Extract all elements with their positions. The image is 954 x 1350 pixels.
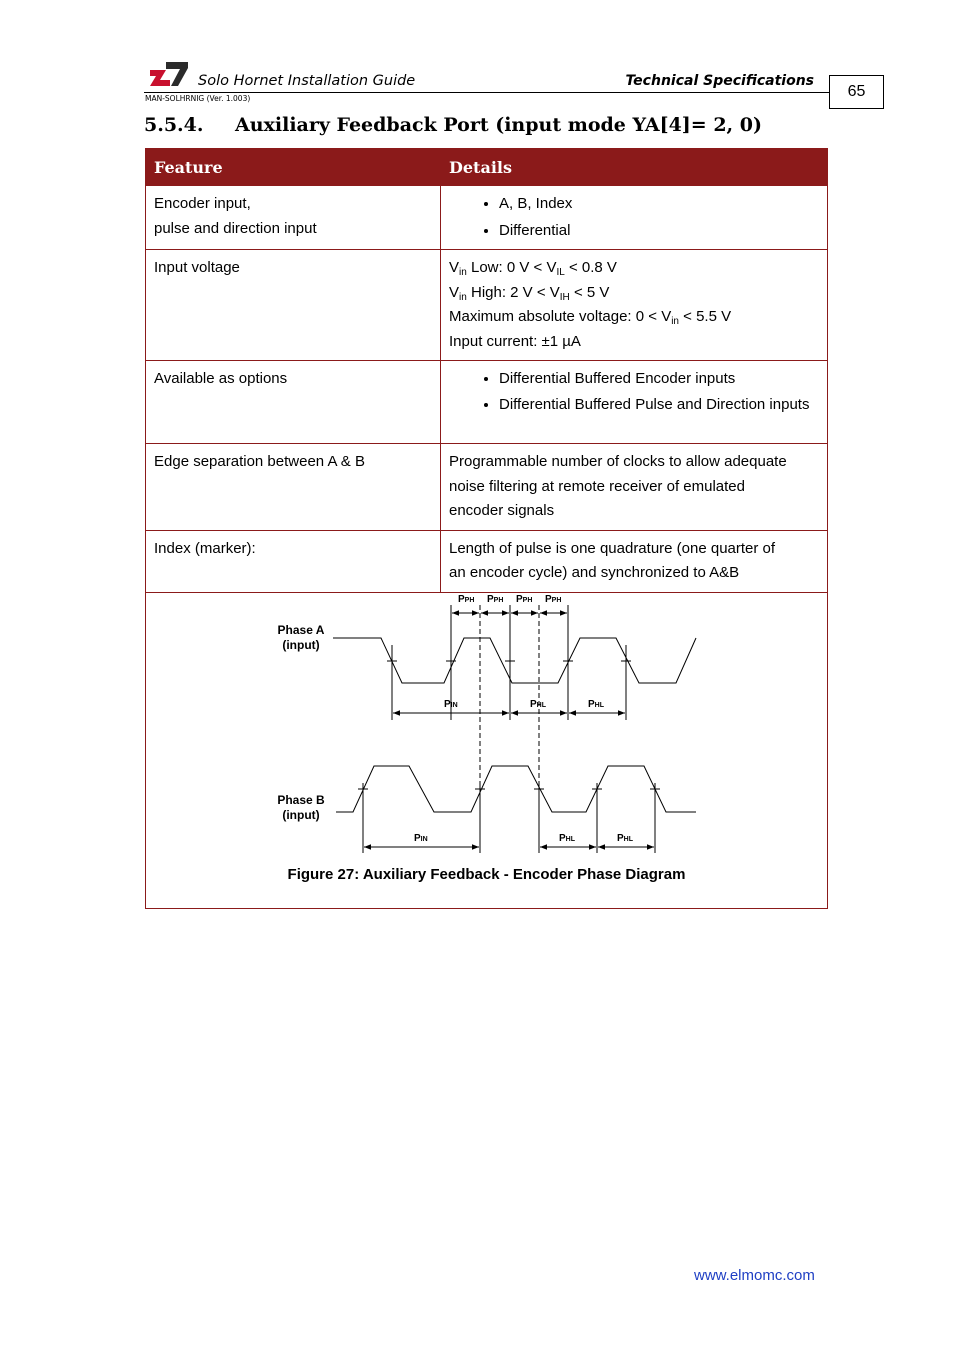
phase-b-label-sub: (input) (282, 807, 320, 822)
header-divider (144, 92, 829, 93)
section-heading (144, 114, 762, 136)
website-link[interactable]: www.elmomc.com (694, 1267, 815, 1284)
section-title: Auxiliary Feedback Port (input mode YA[4]= 2, 0) (235, 114, 762, 136)
list-item: • Differential Buffered Pulse and Direction inputs (499, 394, 819, 416)
phl-label-b: PHL (617, 832, 634, 844)
voltage-high: $V_{in}$ High: 2 $V < V_{IH} < 5$ V (449, 283, 610, 303)
phase-b-crossing-marks (358, 783, 660, 853)
phl-label-a: PHL (588, 698, 605, 710)
feature-cell: Available as options (146, 361, 441, 444)
details-cell (441, 250, 828, 361)
table-row (146, 186, 828, 250)
feature-cell: Encoder input, pulse and direction input (146, 186, 441, 250)
phase-b-waveform (336, 766, 696, 812)
pph-label: PPH (545, 593, 562, 605)
feature-cell: Index (marker): (146, 530, 441, 592)
pph-label: PPH (516, 593, 533, 605)
pin-label-a: PIN (444, 698, 458, 710)
phase-a-label: Phase A (277, 622, 325, 637)
details-cell: Programmable number of clocks to allow adequate noise filtering at remote receiver of emulated encoder signals (441, 444, 828, 531)
details-cell (441, 186, 828, 250)
figure-caption: Figure 27: Auxiliary Feedback - Encoder Phase Diagram (287, 865, 686, 883)
phl-label-a: PHL (530, 698, 547, 710)
section-number: 5.5.4. (144, 114, 204, 136)
encoder-phase-diagram (146, 593, 826, 909)
feature-cell: Edge separation between A & B (146, 444, 441, 531)
pph-label: PPH (487, 593, 504, 605)
chapter-title: Technical Specifications (625, 73, 814, 89)
details-cell (441, 361, 828, 444)
pph-label: PPH (458, 593, 475, 605)
document-title: Solo Hornet Installation Guide (198, 73, 416, 89)
input-current: Input current: ±1 µA (449, 332, 581, 350)
table-row (146, 444, 828, 531)
column-header-details: Details (441, 149, 828, 186)
list-item: • Differential (499, 219, 819, 243)
figure-cell (146, 592, 828, 908)
phl-label-b: PHL (559, 832, 576, 844)
phase-a-label-sub: (input) (282, 637, 320, 652)
table-header-row (146, 149, 828, 186)
feature-cell: Input voltage (146, 250, 441, 361)
details-cell: Length of pulse is one quadrature (one quarter of an encoder cycle) and synchronized to A&B (441, 530, 828, 592)
bullet-list (449, 192, 819, 243)
table-row (146, 361, 828, 444)
table-row (146, 250, 828, 361)
figure-row (146, 592, 828, 908)
phase-b-label: Phase B (277, 792, 325, 807)
table-row (146, 530, 828, 592)
list-item: • A, B, Index (499, 192, 819, 216)
spec-table (145, 148, 828, 909)
voltage-max: Maximum absolute voltage: $0 < V_{in} < 5.5$ V (449, 308, 732, 327)
list-item: • Differential Buffered Encoder inputs (499, 367, 819, 391)
page-number: 65 (829, 75, 884, 109)
pph-ticks (451, 605, 568, 645)
document-id: MAN-SOLHRNIG (Ver. 1.003) (145, 94, 251, 103)
pin-label-b: PIN (414, 832, 428, 844)
voltage-low: $V_{in}$ Low: 0 $V < V_{IL} < 0.8$ V (449, 259, 617, 278)
column-header-feature: Feature (146, 149, 441, 186)
bullet-list (449, 367, 819, 416)
elmo-logo-icon (148, 58, 190, 88)
